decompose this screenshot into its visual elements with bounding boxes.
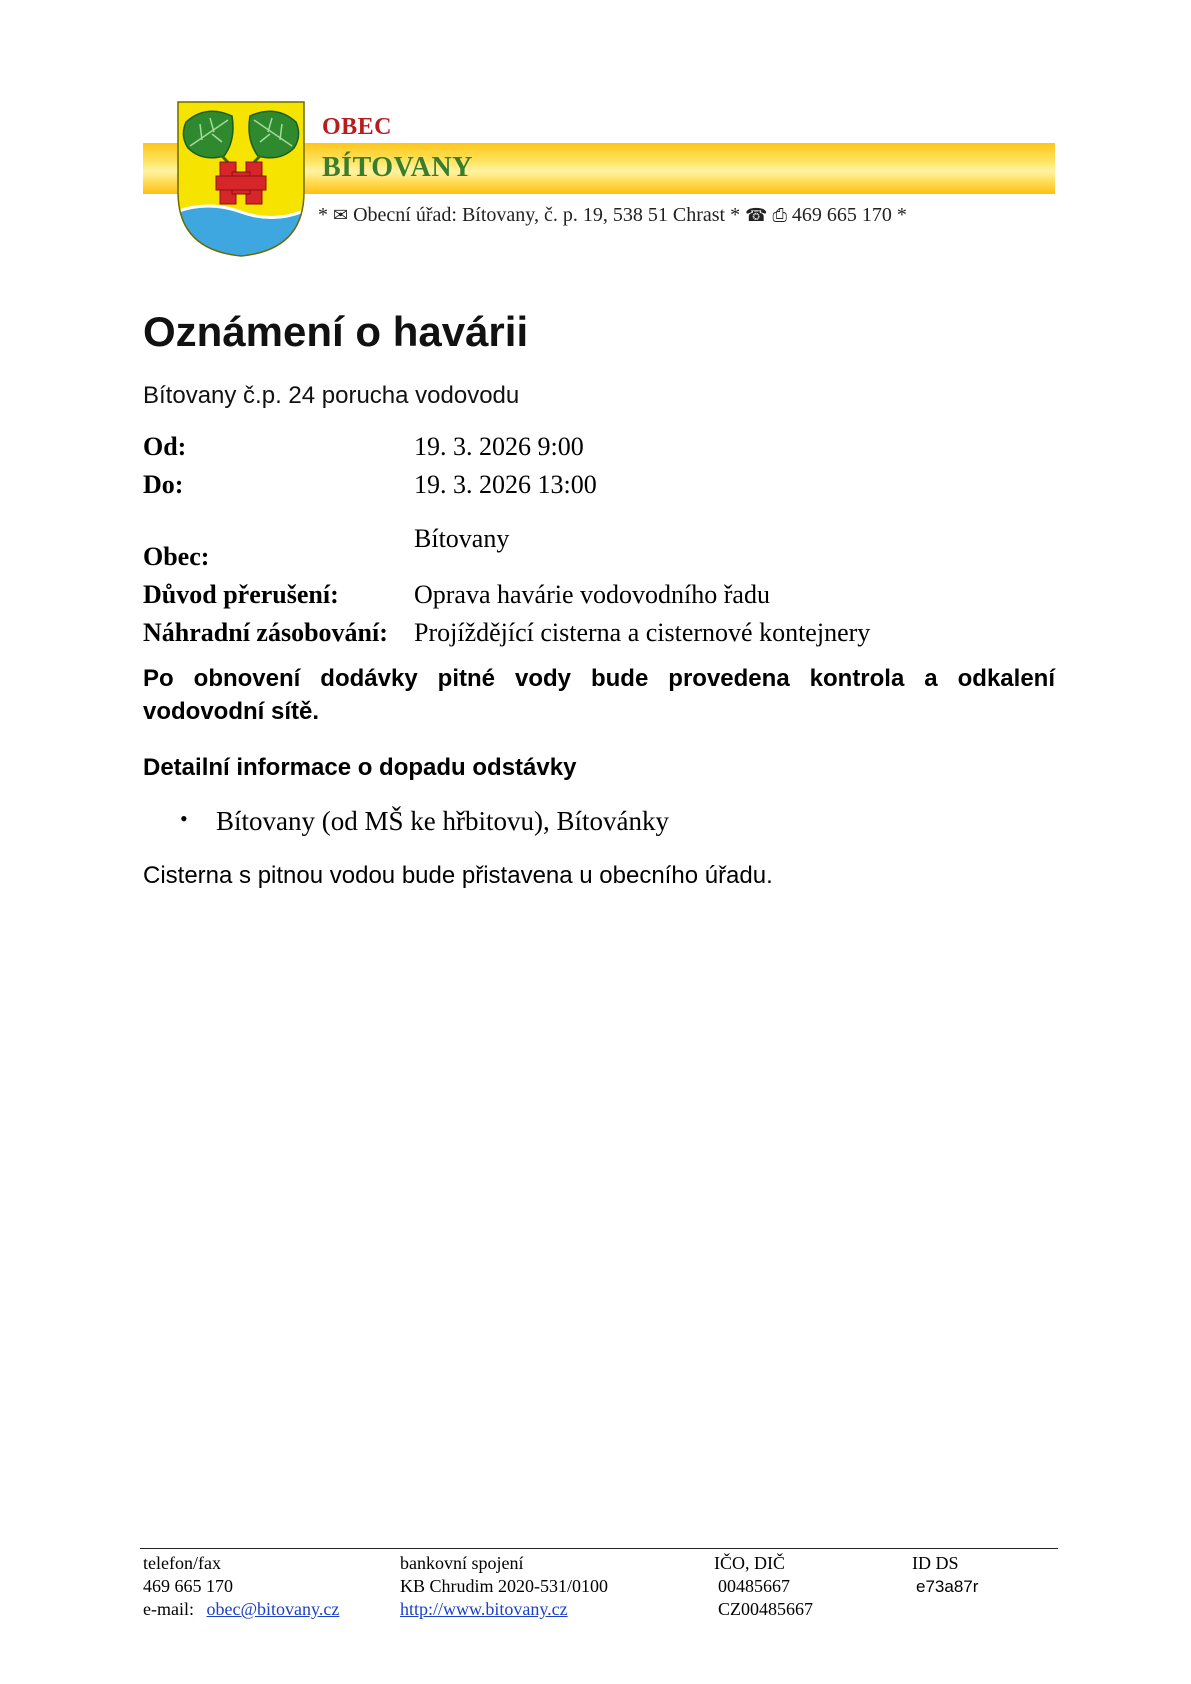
- dic-value: CZ00485667: [718, 1599, 814, 1619]
- website-link[interactable]: http://www.bitovany.cz: [400, 1599, 568, 1619]
- notice-subtitle: Bítovany č.p. 24 porucha vodovodu: [143, 382, 520, 409]
- phone-label: telefon/fax: [143, 1553, 221, 1573]
- footer-bank: [400, 1552, 608, 1621]
- list-item: [180, 806, 669, 837]
- office-address-line: [318, 204, 907, 227]
- ico-value: 00485667: [718, 1576, 790, 1596]
- obec-value: Bítovany: [414, 524, 510, 553]
- duvod-label: Důvod přerušení:: [143, 580, 339, 609]
- page-title: Oznámení o havárii: [143, 308, 529, 355]
- ico-label: IČO, DIČ: [714, 1553, 785, 1573]
- detail-heading: Detailní informace o dopadu odstávky: [143, 754, 577, 781]
- email-label: e-mail:: [143, 1599, 194, 1619]
- od-label: Od:: [143, 432, 187, 461]
- bullet-icon: •: [180, 806, 188, 831]
- office-address: Obecní úřad: Bítovany, č. p. 19, 538 51 Chrast: [353, 204, 726, 226]
- coat-of-arms-icon: [176, 100, 306, 258]
- office-phone: 469 665 170: [791, 204, 892, 226]
- obec-label: OBEC: [322, 114, 393, 140]
- phone-value: 469 665 170: [143, 1576, 233, 1596]
- obec-label: Obec:: [143, 542, 210, 571]
- closing-note: Cisterna s pitnou vodou bude přistavena u obecního úřadu.: [143, 862, 773, 889]
- bank-label: bankovní spojení: [400, 1553, 524, 1573]
- star-separator: *: [730, 204, 741, 226]
- ds-label: ID DS: [912, 1553, 959, 1573]
- nahradni-value: Projíždějící cisterna a cisternové kontejnery: [414, 618, 871, 647]
- envelope-icon: ✉: [333, 205, 349, 226]
- phone-icon: ☎: [745, 205, 768, 226]
- do-value: 19. 3. 2026 13:00: [414, 470, 597, 499]
- duvod-value: Oprava havárie vodovodního řadu: [414, 580, 770, 609]
- ds-value: e73a87r: [916, 1577, 979, 1596]
- inspection-notice: Po obnovení dodávky pitné vody bude provedena kontrola a odkalení vodovodní sítě.: [143, 665, 1055, 725]
- do-label: Do:: [143, 470, 184, 499]
- email-row: [143, 1598, 339, 1621]
- footer-ds: [912, 1552, 978, 1598]
- footer-contact: [143, 1552, 339, 1621]
- nahradni-label: Náhradní zásobování:: [143, 618, 388, 647]
- star-separator: *: [896, 204, 907, 226]
- footer-ico: [714, 1552, 813, 1621]
- footer-divider: [140, 1548, 1058, 1549]
- od-value: 19. 3. 2026 9:00: [414, 432, 584, 461]
- bank-value: KB Chrudim 2020-531/0100: [400, 1576, 609, 1596]
- village-name: BÍTOVANY: [322, 152, 473, 183]
- affected-areas-list: [180, 806, 669, 837]
- fax-icon: ⎙: [772, 205, 787, 226]
- email-link[interactable]: obec@bitovany.cz: [206, 1599, 340, 1619]
- affected-area: Bítovany (od MŠ ke hřbitovu), Bítovánky: [216, 806, 669, 836]
- star-separator: *: [318, 204, 328, 226]
- letterhead: [0, 0, 1191, 270]
